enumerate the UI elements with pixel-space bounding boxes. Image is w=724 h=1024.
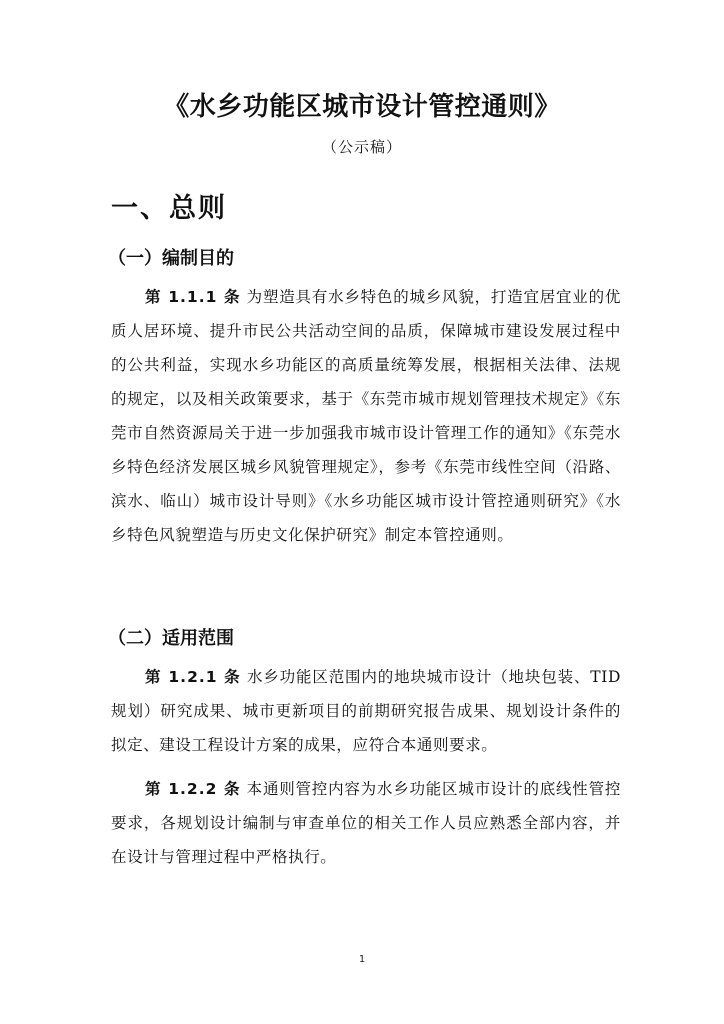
article-text: 本通则管控内容为水乡功能区城市设计的底线性管控要求，各规划设计编制与审查单位的相关工作人员应熟悉全部内容，并在设计与管理过程中严格执行。 [111, 780, 621, 866]
page-number: 1 [358, 954, 366, 965]
article-1-2-1 [111, 660, 621, 762]
document-title: 《水乡功能区城市设计管控通则》 [163, 92, 561, 122]
section-heading-purpose: （一）编制目的 [108, 248, 234, 269]
article-number: 第 1.2.2 条 [145, 780, 241, 798]
article-1-2-2 [111, 772, 621, 874]
article-number: 第 1.2.1 条 [145, 668, 241, 686]
section-heading-scope: （二）适用范围 [108, 628, 234, 649]
chapter-heading: 一、总则 [111, 193, 227, 224]
document-subtitle: （公示稿） [321, 138, 402, 156]
article-text: 为塑造具有水乡特色的城乡风貌，打造宜居宜业的优质人居环境、提升市民公共活动空间的品质，保障城市建设发展过程中的公共利益，实现水乡功能区的高质量统筹发展，根据相关法律、法规的规定，以及相关政策要求，基于《东莞市城市规划管理技术规定》《东莞市自然资源局关于进一步加强我市城市设计管理工作的通知》《东莞水乡特色经济发展区城乡风貌管理规定》，参考《东莞市线性空间（沿路、滨水、临山）城市设计导则》《水乡功能区城市设计管控通则研究》《水乡特色风貌塑造与历史文化保护研究》制定本管控通则。 [111, 288, 621, 544]
article-text: 水乡功能区范围内的地块城市设计（地块包装、TID 规划）研究成果、城市更新项目的前期研究报告成果、规划设计条件的拟定、建设工程设计方案的成果，应符合本通则要求。 [111, 668, 621, 754]
article-1-1-1 [111, 280, 621, 552]
article-number: 第 1.1.1 条 [145, 288, 241, 306]
